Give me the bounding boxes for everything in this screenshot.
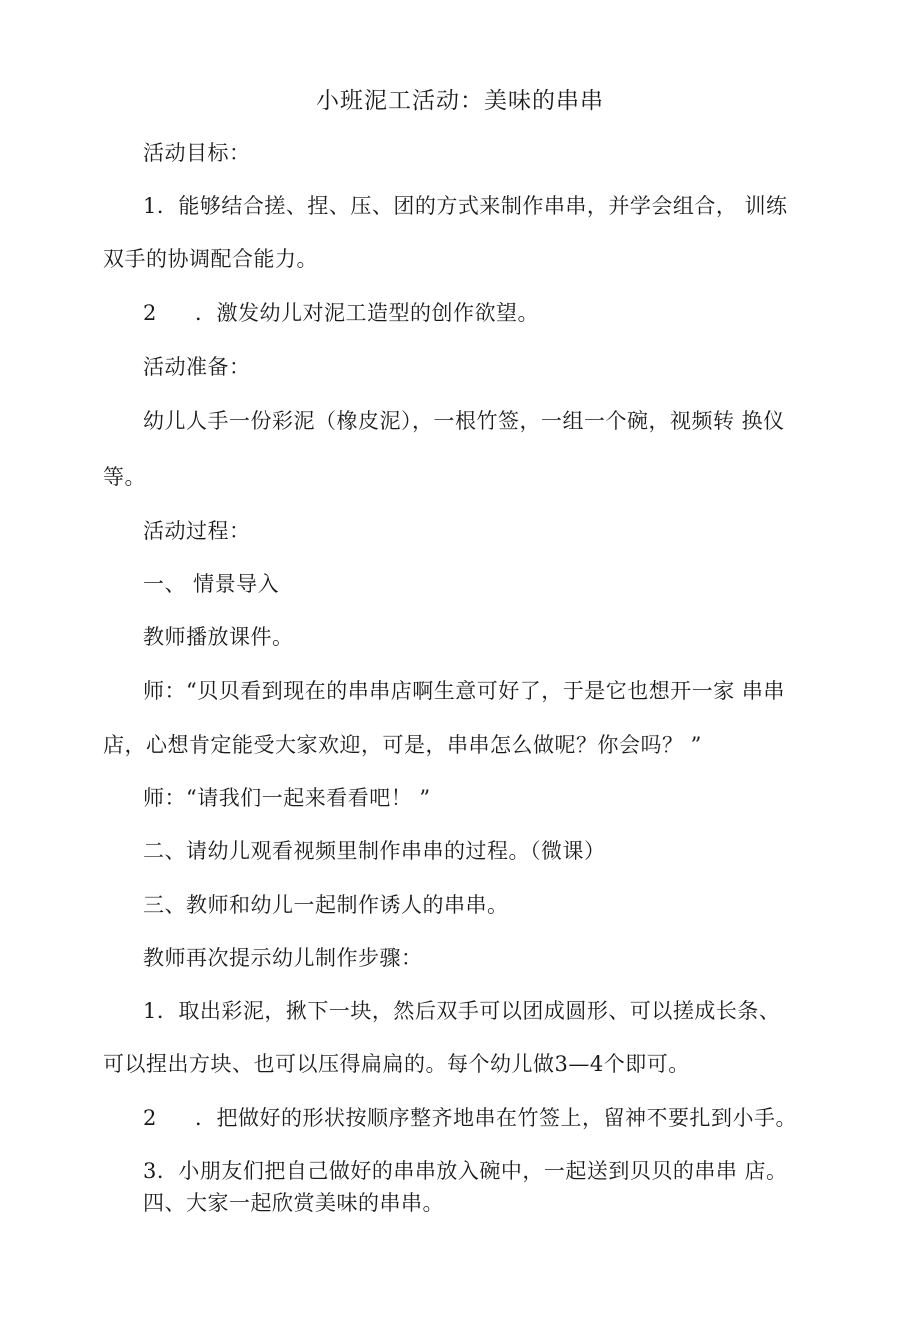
preparation-line-2: 等。 (103, 465, 146, 489)
making-step-1-line-2: 可以捏出方块、也可以压得扁扁的。每个幼儿做3—4个即可。 (103, 1052, 690, 1076)
step-2-heading: 二、请幼儿观看视频里制作串串的过程。（微课） (143, 839, 606, 863)
teacher-plays-courseware: 教师播放课件。 (143, 625, 294, 649)
steps-reminder: 教师再次提示幼儿制作步骤： (143, 946, 423, 970)
goal-2-text: ．激发幼儿对泥工造型的创作欲望。 (195, 301, 539, 325)
section-heading-goals: 活动目标： (143, 141, 251, 165)
teacher-quote-2: 师：“请我们一起来看看吧！ ” (143, 786, 431, 810)
step-3-heading: 三、教师和幼儿一起制作诱人的串串。 (143, 893, 509, 917)
teacher-quote-1-line-2: 店，心想肯定能受大家欢迎，可是，串串怎么做呢？你会吗？ ” (103, 733, 702, 757)
step-4-heading: 四、大家一起欣赏美味的串串。 (143, 1191, 444, 1215)
making-step-2 (143, 1103, 797, 1133)
preparation-line-1: 幼儿人手一份彩泥（橡皮泥），一根竹签，一组一个碗，视频转 换仪 (143, 409, 785, 433)
making-step-2-text: ．把做好的形状按顺序整齐地串在竹签上，留神不要扎到小手。 (195, 1106, 797, 1130)
goal-1-line-2: 双手的协调配合能力。 (103, 247, 318, 271)
goal-2-number: 2 (143, 301, 157, 325)
teacher-quote-1-line-1: 师：“贝贝看到现在的串串店啊生意可好了，于是它也想开一家 串串 (143, 679, 785, 703)
goal-1-line-1: 1．能够结合搓、捏、压、团的方式来制作串串，并学会组合， 训练 (143, 194, 788, 218)
making-step-3: 3．小朋友们把自己做好的串串放入碗中，一起送到贝贝的串串 店。 (143, 1159, 788, 1183)
goal-2 (143, 298, 539, 328)
section-heading-process: 活动过程： (143, 519, 251, 543)
making-step-2-number: 2 (143, 1106, 157, 1130)
section-heading-preparation: 活动准备： (143, 355, 251, 379)
making-step-1-line-1: 1．取出彩泥，揪下一块，然后双手可以团成圆形、可以搓成长条、 (143, 999, 781, 1023)
step-1-heading: 一、 情景导入 (143, 572, 280, 596)
document-title: 小班泥工活动：美味的串串 (316, 88, 604, 114)
